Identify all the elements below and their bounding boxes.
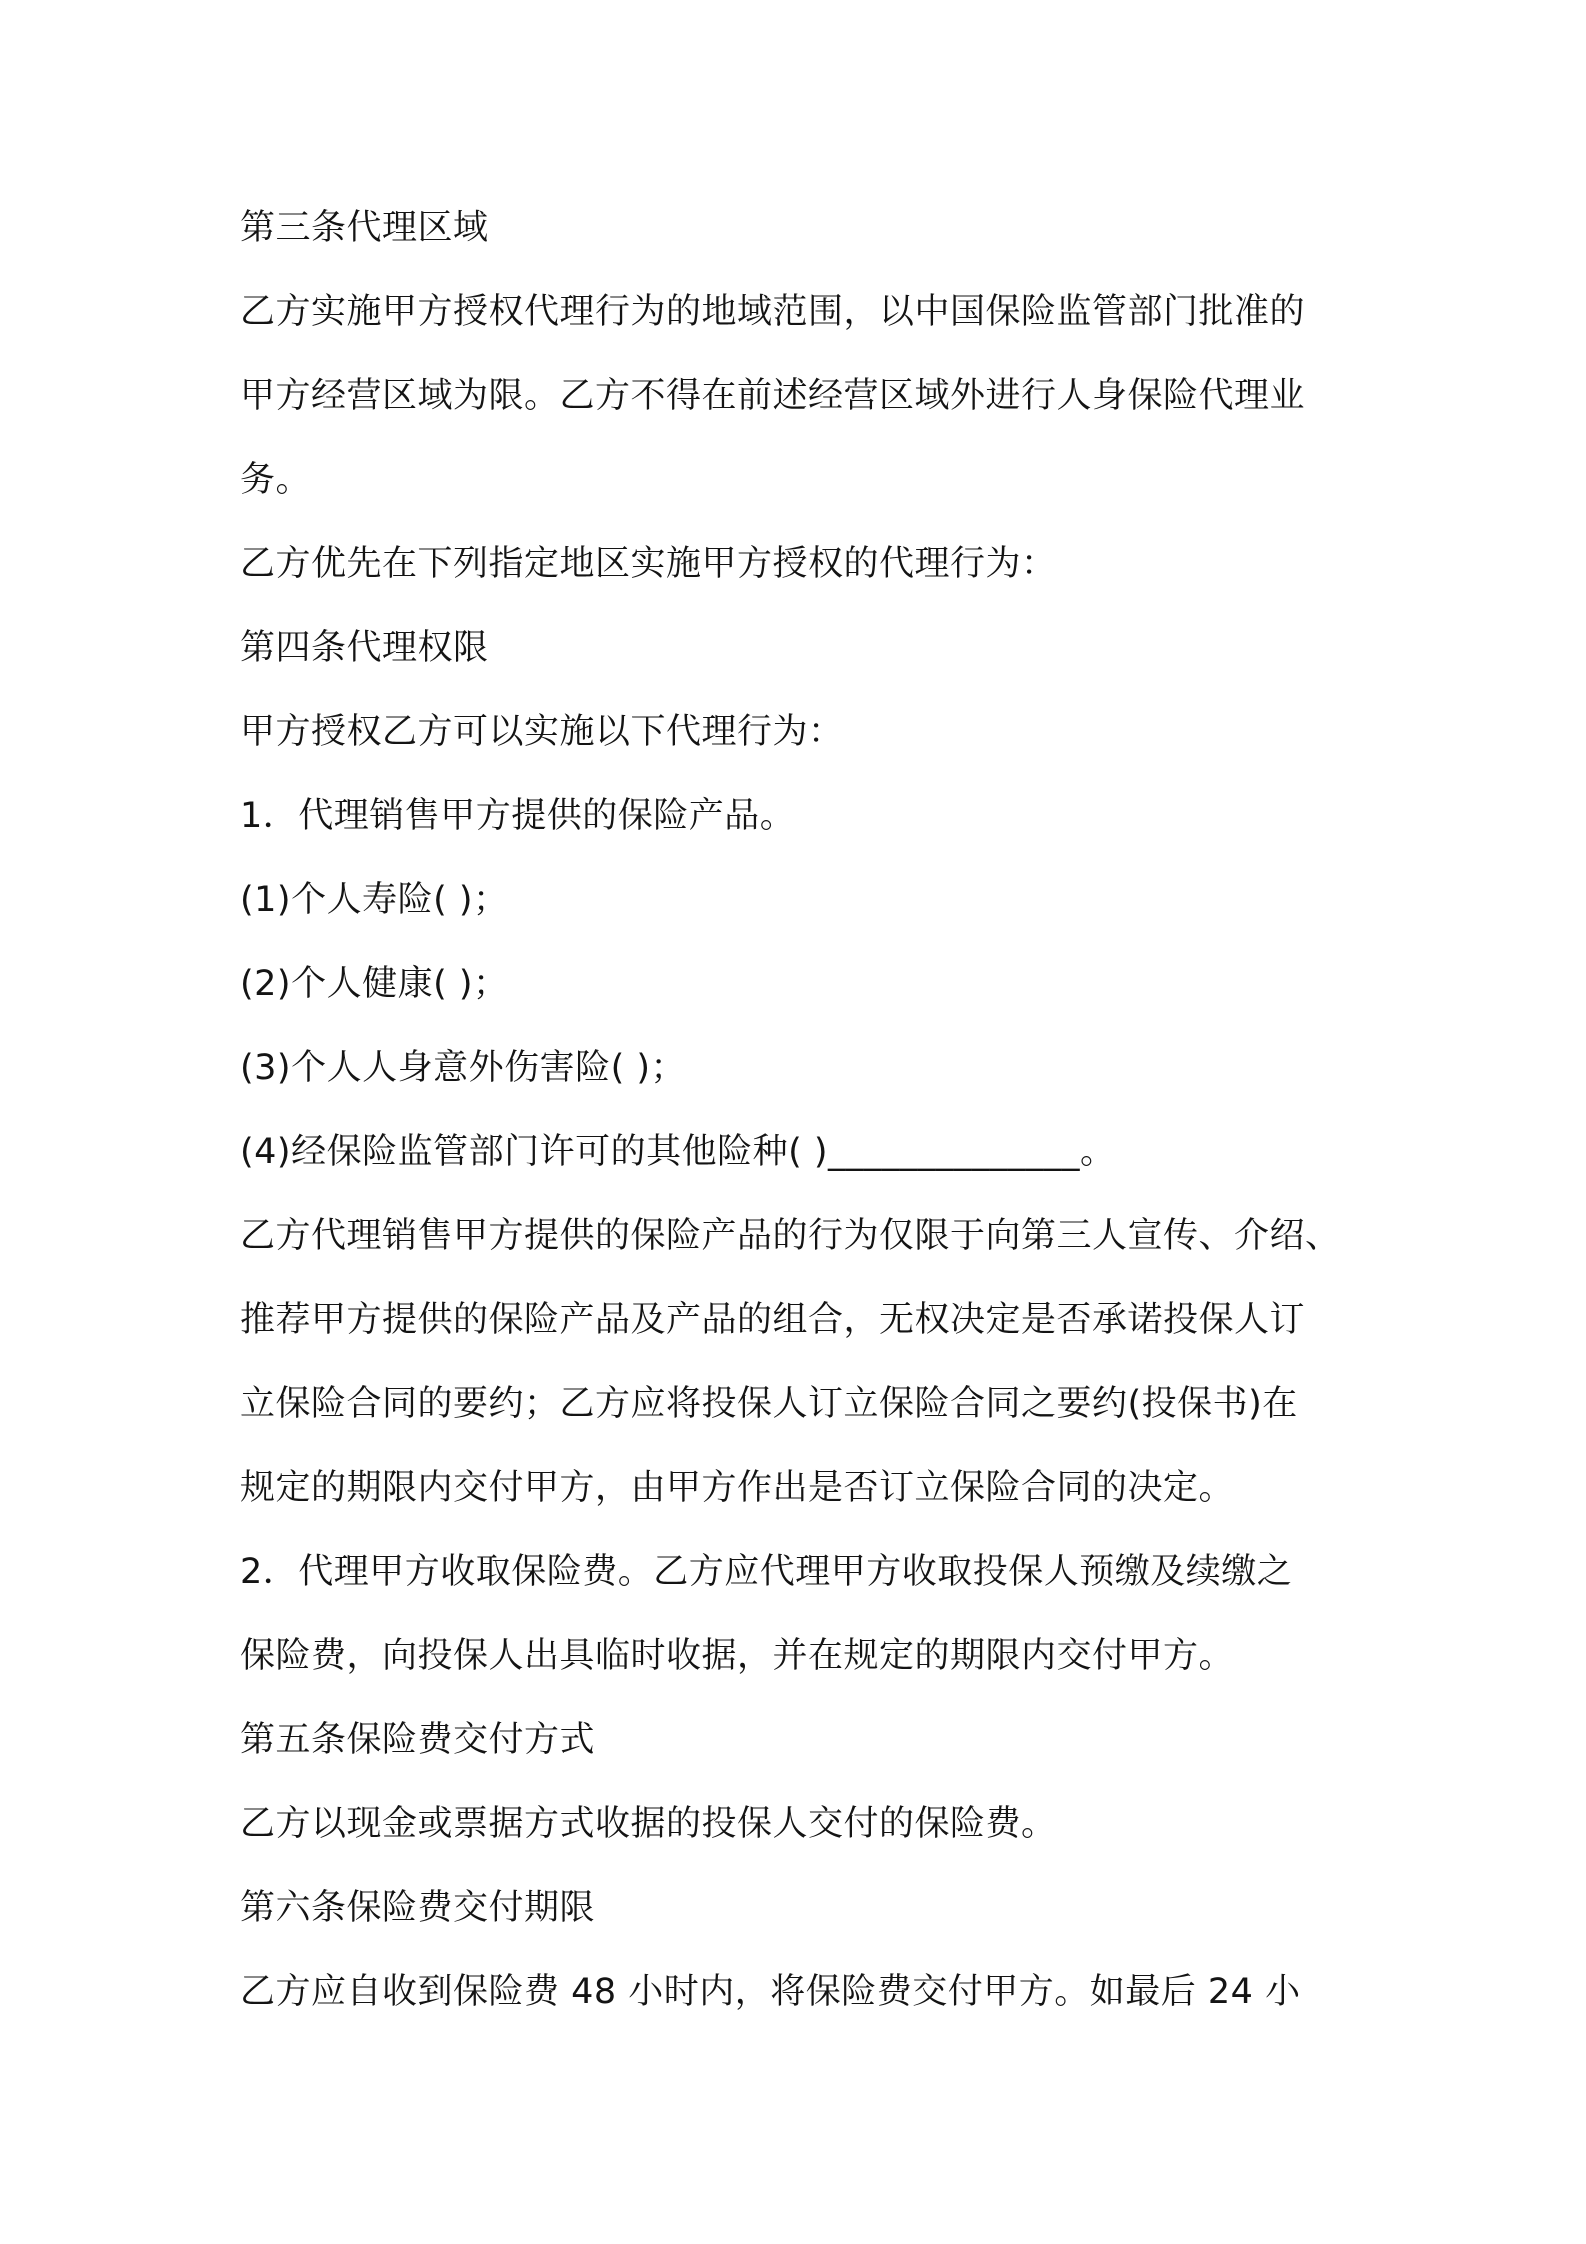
article-3-heading: 第三条代理区域 (240, 208, 489, 248)
body-line: 甲方经营区域为限。乙方不得在前述经营区域外进行人身保险代理业 (240, 376, 1306, 416)
list-item: 2．代理甲方收取保险费。乙方应代理甲方收取投保人预缴及续缴之 (240, 1552, 1293, 1592)
body-line: 乙方优先在下列指定地区实施甲方授权的代理行为： (240, 544, 1057, 584)
list-subitem: (2)个人健康( )； (240, 964, 509, 1004)
article-6-heading: 第六条保险费交付期限 (240, 1888, 596, 1928)
list-subitem: (3)个人人身意外伤害险( )； (240, 1048, 687, 1088)
article-4-heading: 第四条代理权限 (240, 628, 489, 668)
body-line: 甲方授权乙方可以实施以下代理行为： (240, 712, 844, 752)
document-body (240, 198, 1380, 2046)
body-line: 乙方以现金或票据方式收据的投保人交付的保险费。 (240, 1804, 1057, 1844)
list-subitem: (1)个人寿险( )； (240, 880, 509, 920)
article-5-heading: 第五条保险费交付方式 (240, 1720, 596, 1760)
list-subitem: (4)经保险监管部门许可的其他险种( )______________。 (240, 1132, 1116, 1172)
body-line: 推荐甲方提供的保险产品及产品的组合，无权决定是否承诺投保人订 (240, 1300, 1306, 1340)
body-line: 规定的期限内交付甲方，由甲方作出是否订立保险合同的决定。 (240, 1468, 1235, 1508)
body-line: 务。 (240, 460, 312, 500)
body-line: 乙方实施甲方授权代理行为的地域范围，以中国保险监管部门批准的 (240, 292, 1306, 332)
body-line: 立保险合同的要约；乙方应将投保人订立保险合同之要约(投保书)在 (240, 1384, 1298, 1424)
body-line: 乙方代理销售甲方提供的保险产品的行为仅限于向第三人宣传、介绍、 (240, 1216, 1341, 1256)
body-line: 乙方应自收到保险费 48 小时内，将保险费交付甲方。如最后 24 小 (240, 1972, 1301, 2012)
body-line: 保险费，向投保人出具临时收据，并在规定的期限内交付甲方。 (240, 1636, 1235, 1676)
list-item: 1．代理销售甲方提供的保险产品。 (240, 796, 796, 836)
